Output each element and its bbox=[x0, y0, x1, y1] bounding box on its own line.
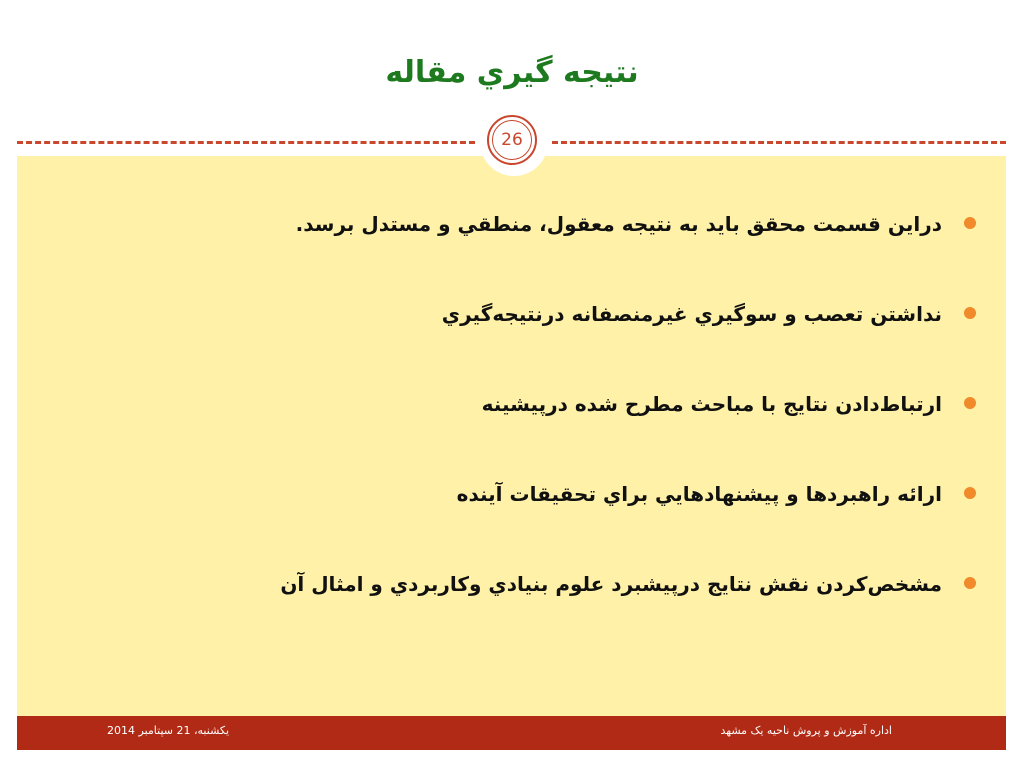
page-number: 26 bbox=[492, 120, 532, 160]
footer-date: يکشنبه، 21 سپتامبر 2014 bbox=[107, 724, 230, 737]
bullet-dot-icon bbox=[964, 487, 976, 499]
bullet-text: نداشتن تعصب و سوگيري غيرمنصفانه درنتيجه‌گيري bbox=[441, 302, 942, 326]
bullet-dot-icon bbox=[964, 307, 976, 319]
bullet-dot-icon bbox=[964, 397, 976, 409]
bullet-dot-icon bbox=[964, 217, 976, 229]
bullet-text: ارتباط‌دادن نتايج با مباحث مطرح شده درپيشينه bbox=[481, 392, 942, 416]
bullet-dot-icon bbox=[964, 577, 976, 589]
dashed-divider-left bbox=[17, 141, 475, 144]
bullet-item bbox=[40, 196, 980, 286]
bullet-item bbox=[40, 466, 980, 556]
footer-bar bbox=[17, 716, 1006, 750]
bullet-list bbox=[40, 196, 980, 646]
bullet-text: مشخص‌كردن نقش نتايج درپيشبرد علوم بنيادي و‌كاربردي و امثال آن bbox=[280, 572, 942, 596]
bullet-text: دراين قسمت محقق بايد به نتيجه معقول، منطقي و مستدل برسد. bbox=[295, 212, 942, 236]
page-number-badge bbox=[487, 115, 537, 165]
bullet-text: ارائه راهبردها و پيشنهادهايي براي تحقيقات آينده bbox=[456, 482, 942, 506]
bullet-item bbox=[40, 556, 980, 646]
bullet-item bbox=[40, 286, 980, 376]
dashed-divider-right bbox=[552, 141, 1006, 144]
footer-organization: اداره آموزش و پروش ناحيه يک مشهد bbox=[720, 724, 892, 737]
slide-title: نتيجه گيري مقاله bbox=[385, 55, 639, 90]
bullet-item bbox=[40, 376, 980, 466]
